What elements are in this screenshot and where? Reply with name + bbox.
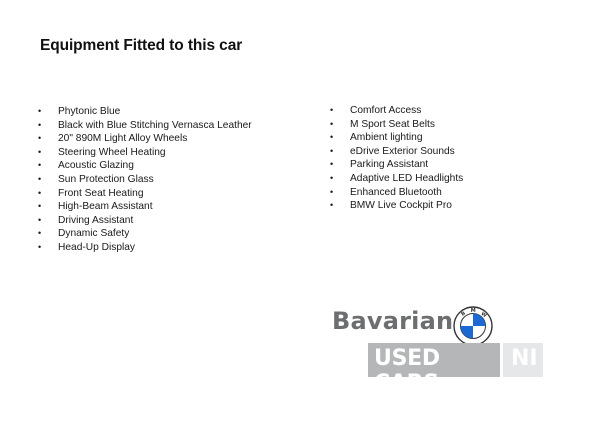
equipment-item — [36, 146, 252, 160]
equipment-item-label: Dynamic Safety — [58, 228, 130, 240]
equipment-item — [328, 104, 463, 118]
ni-text: NI — [511, 346, 538, 371]
bullet-icon: • — [330, 159, 334, 170]
equipment-list-right — [328, 104, 463, 213]
ni-banner — [503, 343, 543, 377]
equipment-item-label: Enhanced Bluetooth — [350, 186, 442, 198]
bullet-icon: • — [330, 172, 334, 183]
equipment-item-label: Comfort Access — [350, 105, 422, 116]
bmw-roundel-icon — [453, 306, 493, 346]
equipment-item — [36, 200, 252, 214]
bullet-icon: • — [38, 146, 42, 157]
bullet-icon: • — [330, 145, 334, 156]
bullet-icon: • — [38, 106, 42, 116]
equipment-item — [36, 119, 252, 133]
logo-wordmark: Bavarian — [332, 307, 454, 335]
equipment-item — [36, 241, 252, 255]
equipment-item-label: High-Beam Assistant — [58, 201, 153, 213]
equipment-item-label: Parking Assistant — [350, 159, 429, 171]
bullet-icon: • — [38, 119, 42, 130]
bullet-icon: • — [38, 241, 42, 252]
equipment-item-label: 20" 890M Light Alloy Wheels — [58, 133, 188, 145]
equipment-item-label: Front Seat Heating — [58, 187, 144, 199]
equipment-item-label: BMW Live Cockpit Pro — [350, 200, 452, 212]
equipment-item-label: M Sport Seat Belts — [350, 118, 435, 130]
bavarian-used-cars-logo — [330, 306, 545, 396]
bullet-icon: • — [38, 160, 42, 171]
equipment-item — [328, 186, 463, 200]
equipment-item — [36, 105, 252, 119]
equipment-item-label: Sun Protection Glass — [58, 173, 154, 185]
svg-text:B: B — [460, 310, 467, 318]
equipment-item-label: eDrive Exterior Sounds — [350, 145, 455, 157]
equipment-item — [328, 172, 463, 186]
bullet-icon: • — [330, 186, 334, 197]
bullet-icon: • — [38, 228, 42, 239]
equipment-item-label: Steering Wheel Heating — [58, 146, 166, 158]
bullet-icon: • — [38, 214, 42, 225]
used-cars-banner — [368, 343, 500, 396]
equipment-item-label: Head-Up Display — [58, 241, 136, 253]
equipment-item — [36, 214, 252, 228]
bullet-icon: • — [38, 133, 42, 144]
equipment-item — [328, 145, 463, 159]
svg-text:W: W — [479, 310, 488, 320]
equipment-item-label: Adaptive LED Headlights — [350, 172, 464, 184]
equipment-item — [328, 131, 463, 145]
equipment-item — [328, 199, 463, 213]
equipment-item-label: Ambient lighting — [350, 132, 423, 144]
equipment-item — [36, 173, 252, 187]
equipment-item — [36, 159, 252, 173]
equipment-item-label: Driving Assistant — [58, 214, 134, 226]
used-cars-text: USED CARS — [374, 346, 440, 396]
equipment-list-left — [36, 105, 252, 255]
bullet-icon: • — [38, 173, 42, 184]
equipment-item — [36, 132, 252, 146]
equipment-item — [36, 187, 252, 201]
bullet-icon: • — [330, 132, 334, 143]
bullet-icon: • — [330, 118, 334, 129]
bullet-icon: • — [330, 200, 334, 211]
bullet-icon: • — [330, 105, 334, 115]
equipment-item — [328, 158, 463, 172]
equipment-item — [328, 118, 463, 132]
svg-text:M: M — [470, 308, 476, 314]
equipment-item-label: Acoustic Glazing — [58, 160, 134, 172]
equipment-item — [36, 227, 252, 241]
equipment-item-label: Phytonic Blue — [58, 106, 121, 117]
bullet-icon: • — [38, 187, 42, 198]
bullet-icon: • — [38, 201, 42, 212]
page-title: Equipment Fitted to this car — [40, 37, 243, 54]
equipment-item-label: Black with Blue Stitching Vernasca Leather — [58, 119, 252, 131]
